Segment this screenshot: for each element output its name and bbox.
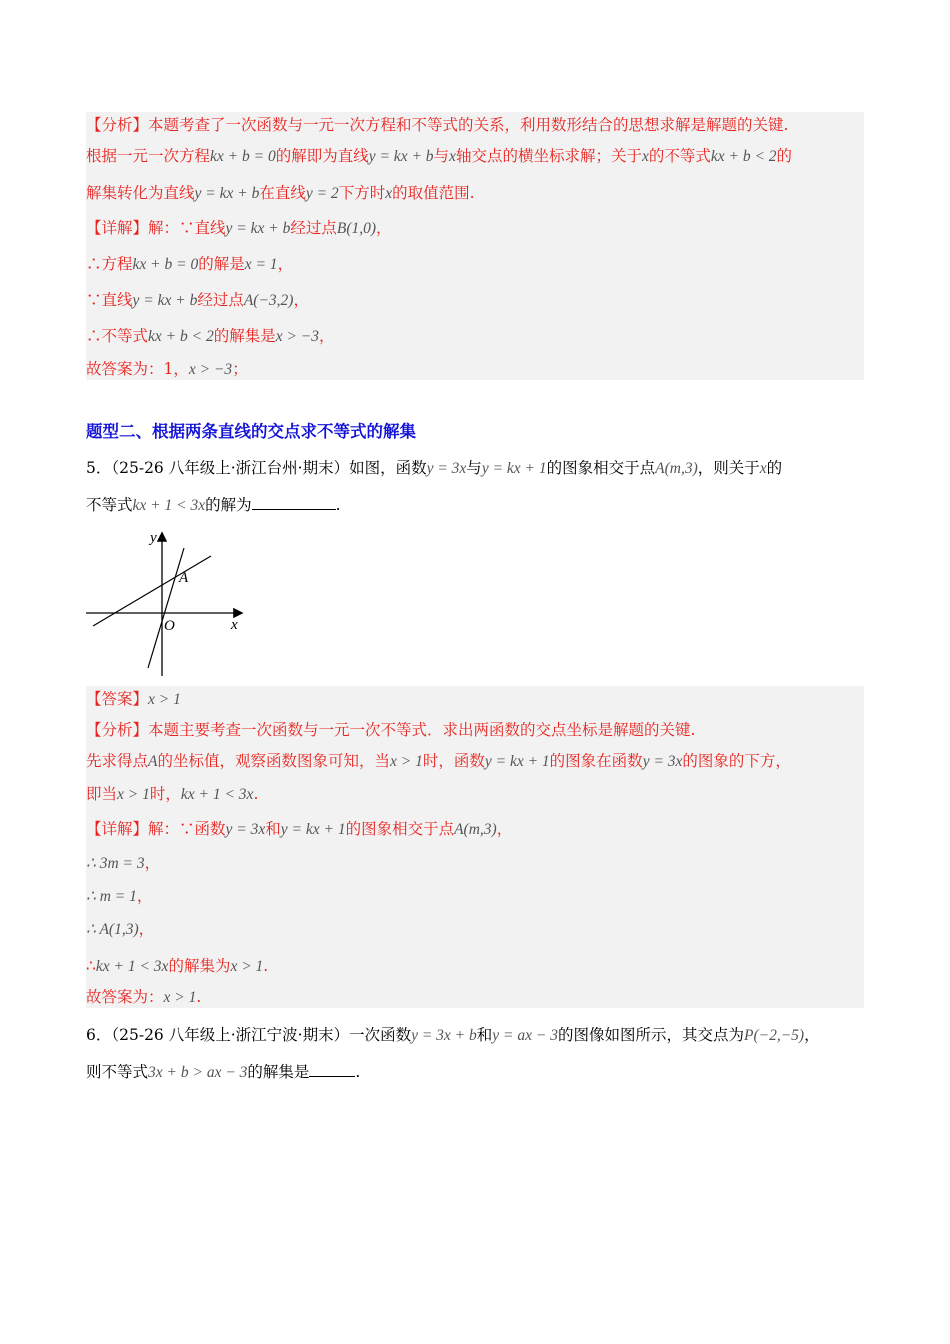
answer-line-b: 故答案为：x > 1.: [86, 988, 202, 1006]
question-6-line-1: 6．（25-26 八年级上·浙江宁波·期末）一次函数y = 3x + b和y = ax − 3的图像如图所示，其交点为P(−2,−5)，: [86, 1026, 820, 1044]
analysis-line-b2: 先求得点A的坐标值，观察函数图象可知，当x > 1时，函数y = kx + 1的图象在函数y = 3x的图象的下方，: [86, 752, 791, 770]
analysis-line-b3: 即当x > 1时，kx + 1 < 3x.: [86, 785, 259, 803]
answer-tag-line: 【答案】x > 1: [86, 690, 181, 708]
detail-line-b2: ∴ 3m = 3，: [86, 854, 161, 872]
question-5-line-1: 5．（25-26 八年级上·浙江台州·期末）如图，函数y = 3x与y = kx + 1的图象相交于点A(m,3)，则关于x的: [86, 459, 783, 477]
line-y-kx-plus-1: [93, 556, 211, 626]
analysis-tag-2: 【分析】: [86, 721, 149, 739]
analysis-line-b1: 【分析】本题主要考查一次函数与一元一次不等式．求出两函数的交点坐标是解题的关键.: [86, 721, 696, 739]
analysis-line: 【分析】本题考查了一次函数与一元一次方程和不等式的关系，利用数形结合的思想求解是解题的关键.: [86, 116, 789, 134]
question-6-line-2: 则不等式3x + b > ax − 3的解集是 .: [86, 1063, 361, 1081]
analysis-tag: 【分析】: [86, 116, 149, 134]
detail-tag: 【详解】: [86, 219, 149, 237]
detail-line-3: ∵直线y = kx + b经过点A(−3,2)，: [86, 291, 309, 309]
detail-line-1: 【详解】解：∵直线y = kx + b经过点B(1,0)，: [86, 219, 392, 237]
detail-line-4: ∴不等式kx + b < 2的解集是x > −3，: [86, 327, 335, 345]
detail-tag-2: 【详解】: [86, 820, 149, 838]
answer-tag: 【答案】: [86, 690, 149, 708]
answer-blank-6[interactable]: [309, 1062, 355, 1077]
y-axis-label: y: [150, 530, 157, 546]
origin-label: O: [164, 618, 175, 634]
detail-line-b4: ∴ A(1,3)，: [86, 920, 155, 938]
function-graph: [86, 528, 246, 678]
section-heading: 题型二、根据两条直线的交点求不等式的解集: [86, 422, 416, 441]
answer-line: 故答案为：1，x > −3；: [86, 360, 248, 378]
detail-line-2: ∴方程kx + b = 0的解是x = 1，: [86, 255, 294, 273]
detail-line-b3: ∴ m = 1，: [86, 887, 153, 905]
question-5-line-2: 不等式kx + 1 < 3x的解为 .: [86, 496, 341, 514]
answer-blank[interactable]: [252, 495, 336, 510]
x-axis-label: x: [231, 617, 238, 633]
analysis-line-3: 解集转化为直线y = kx + b在直线y = 2下方时x的取值范围.: [86, 184, 475, 202]
point-a-label: A: [179, 570, 189, 586]
detail-line-b1: 【详解】解：∵函数y = 3x和y = kx + 1的图象相交于点A(m,3)，: [86, 820, 513, 838]
detail-line-b5: ∴kx + 1 < 3x的解集为x > 1.: [86, 957, 269, 975]
line-y-3x: [148, 548, 184, 668]
analysis-line-2: 根据一元一次方程kx + b = 0的解即为直线y = kx + b与x轴交点的横坐标求解；关于x的不等式kx + b < 2的: [86, 147, 793, 165]
